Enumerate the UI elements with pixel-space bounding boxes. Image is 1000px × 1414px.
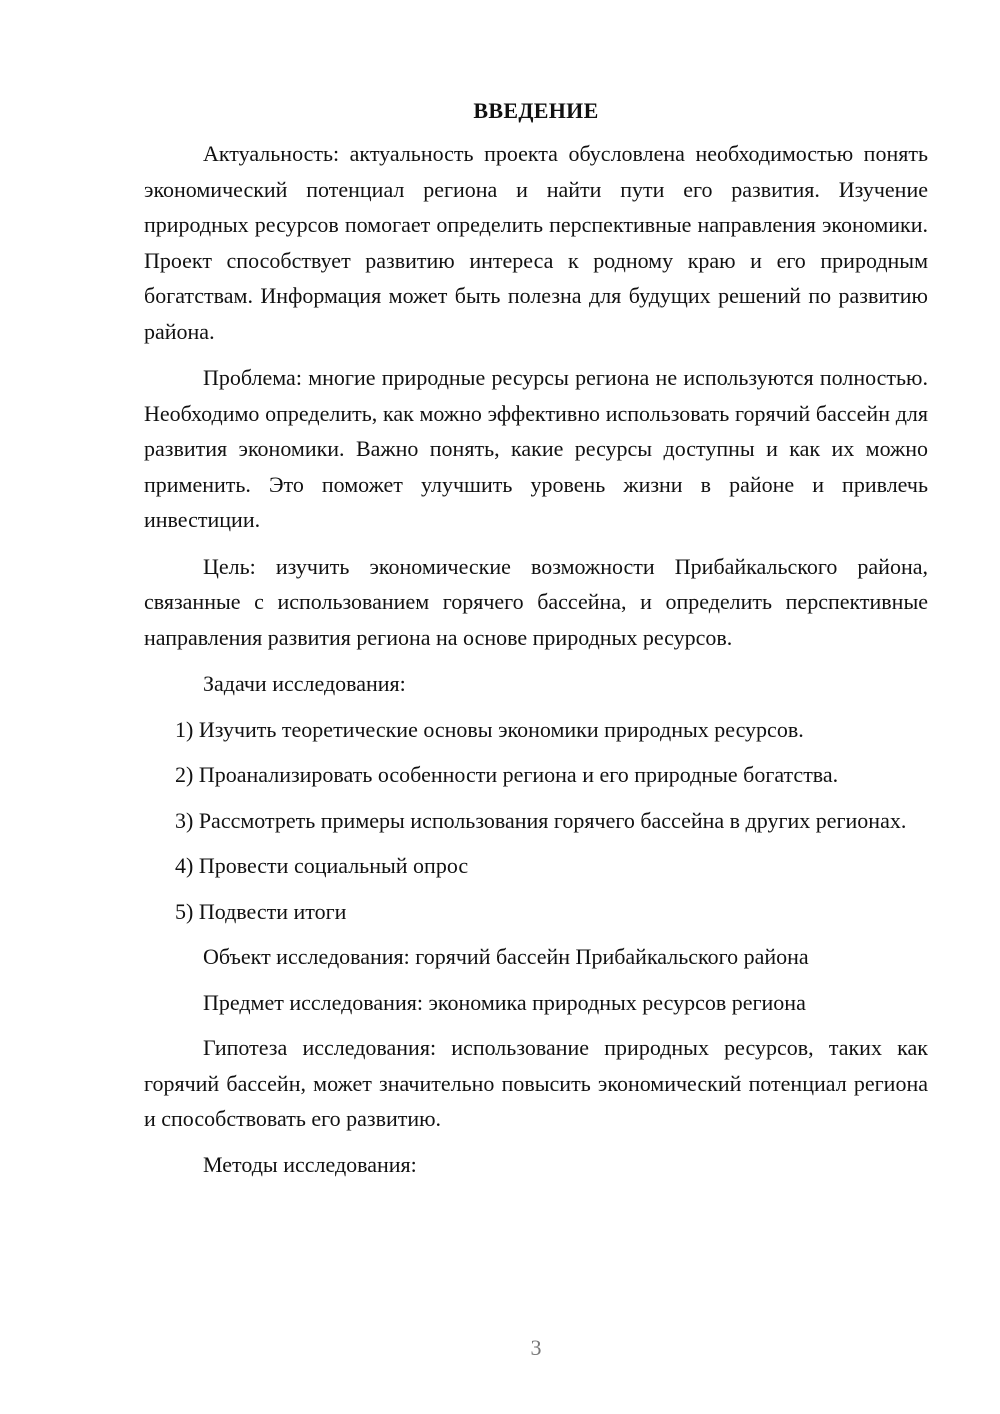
paragraph-relevance: Актуальность: актуальность проекта обусловлена необходимостью понять экономический потенциал региона и найти пути его развития. Изучение природных ресурсов помогает определить перспективные направления экономики. Проект способствует развитию интереса к родному краю и его природным богатствам. Информация может быть полезна для будущих решений по развитию района. [144,141,928,344]
methods-heading: Методы исследования: [203,1151,417,1177]
tasks-heading: Задачи исследования: [203,671,406,696]
task-item-3: 3) Рассмотреть примеры использования горячего бассейна в других регионах. [175,807,907,833]
page-number: 3 [530,1335,542,1360]
task-item-4: 4) Провести социальный опрос [175,853,469,878]
paragraph-problem: Проблема: многие природные ресурсы региона не используются полностью. Необходимо определить, как можно эффективно использовать горячий бассейн для развития экономики. Важно понять, какие ресурсы доступны и как их можно применить. Это поможет улучшить уровень жизни в районе и привлечь инвестиции. [144,365,928,532]
page-content [144,96,928,1182]
task-item-1: 1) Изучить теоретические основы экономики природных ресурсов. [175,716,804,742]
task-item-2: 2) Проанализировать особенности региона и его природные богатства. [175,762,839,787]
task-item-5: 5) Подвести итоги [175,898,347,924]
section-title: ВВЕДЕНИЕ [473,98,599,123]
paragraph-subject: Предмет исследования: экономика природных ресурсов региона [203,989,806,1015]
paragraph-goal: Цель: изучить экономические возможности Прибайкальского района, связанные с использованием горячего бассейна, и определить перспективные направления развития региона на основе природных ресурсов. [144,553,928,650]
paragraph-object: Объект исследования: горячий бассейн Прибайкальского района [203,944,809,969]
paragraph-hypothesis: Гипотеза исследования: использование природных ресурсов, таких как горячий бассейн, может значительно повысить экономический потенциал региона и способствовать его развитию. [144,1035,928,1131]
